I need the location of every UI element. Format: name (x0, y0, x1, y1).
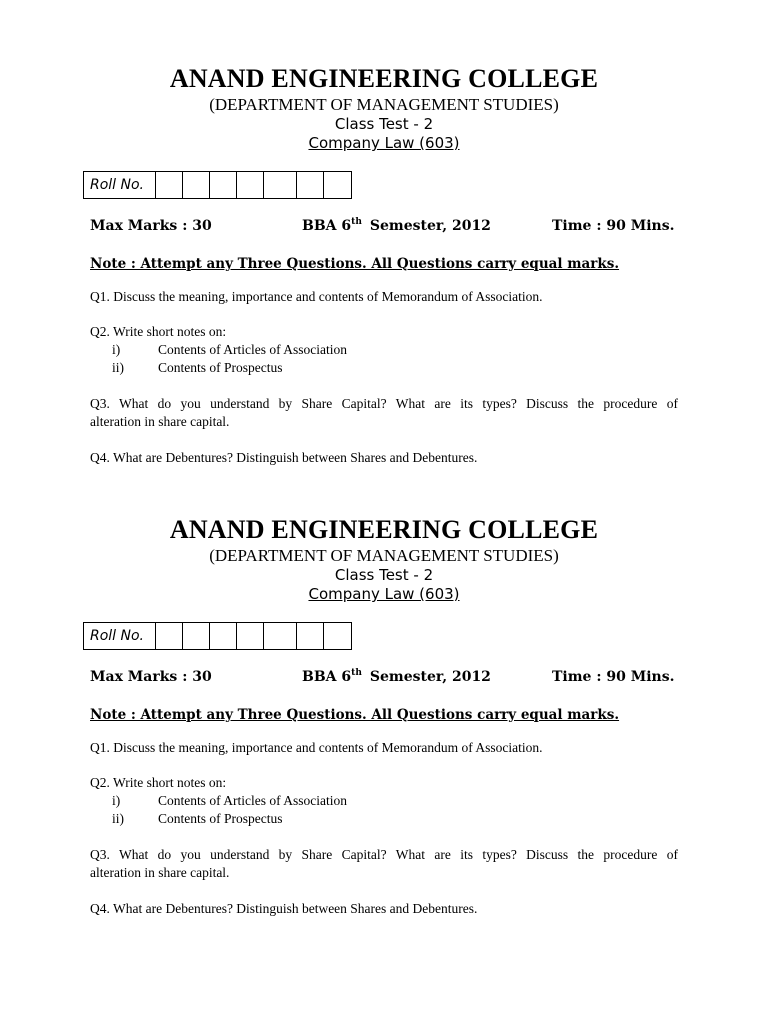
roll-number-box (83, 622, 352, 650)
question-3: Q3. What do you understand by Share Capital? What are its types? Discuss the procedure of alteration in share capital. (90, 847, 678, 880)
subject-title: Company Law (603) (308, 585, 460, 603)
time-allowed: Time : 90 Mins. (552, 669, 675, 685)
roll-number-cell (210, 623, 237, 649)
question-4: Q4. What are Debentures? Distinguish between Shares and Debentures. (90, 901, 478, 916)
roll-number-label: Roll No. (84, 172, 156, 198)
roll-number-cell (156, 172, 183, 198)
question-1: Q1. Discuss the meaning, importance and contents of Memorandum of Association. (90, 289, 543, 304)
test-title: Class Test - 2 (334, 115, 434, 133)
question-paper-copy-1: ANAND ENGINEERING COLLEGE (DEPARTMENT OF MANAGEMENT STUDIES) Class Test - 2 Company Law (603) Roll No. Max Marks : 30 BBA 6th Semester, 2012 Time : 90 Mins. Note : Attempt any Three Questions. All Questions carry equal marks. Q1. Discuss the meaning, importance and contents of Memorandum of Association. Q2. Write short notes on: i) Contents of Articles of Association ii) Contents of Prospectus Q3. What do you understand by Share Capital? What are its types? Discuss the procedure of alteration in share capital. Q4. What are Debentures? Distinguish between Shares and Debentures. (0, 0, 768, 451)
semester-info: BBA 6th Semester, 2012 (302, 217, 491, 234)
roll-number-cell (183, 172, 210, 198)
roll-number-cell (237, 623, 264, 649)
instructions-note: Note : Attempt any Three Questions. All Questions carry equal marks. (90, 256, 620, 272)
college-name: ANAND ENGINEERING COLLEGE (169, 515, 599, 544)
roll-number-cell (264, 172, 297, 198)
max-marks: Max Marks : 30 (90, 218, 212, 234)
question-2: Q2. Write short notes on: (90, 324, 227, 339)
semester-info: BBA 6th Semester, 2012 (302, 668, 491, 685)
college-name: ANAND ENGINEERING COLLEGE (169, 64, 599, 93)
roll-number-cell (210, 172, 237, 198)
roll-number-cell (264, 623, 297, 649)
roll-number-cell (297, 172, 324, 198)
roll-number-label: Roll No. (84, 623, 156, 649)
question-4: Q4. What are Debentures? Distinguish between Shares and Debentures. (90, 450, 478, 465)
department-name: (DEPARTMENT OF MANAGEMENT STUDIES) (209, 546, 559, 565)
question-2: Q2. Write short notes on: (90, 775, 227, 790)
roll-number-cell (237, 172, 264, 198)
roll-number-cell (156, 623, 183, 649)
roll-number-box (83, 171, 352, 199)
test-title: Class Test - 2 (334, 566, 434, 584)
question-1: Q1. Discuss the meaning, importance and contents of Memorandum of Association. (90, 740, 543, 755)
max-marks: Max Marks : 30 (90, 669, 212, 685)
roll-number-cell (183, 623, 210, 649)
question-3: Q3. What do you understand by Share Capital? What are its types? Discuss the procedure of alteration in share capital. (90, 396, 678, 429)
subject-title: Company Law (603) (308, 134, 460, 152)
department-name: (DEPARTMENT OF MANAGEMENT STUDIES) (209, 95, 559, 114)
roll-number-cell (297, 623, 324, 649)
instructions-note: Note : Attempt any Three Questions. All Questions carry equal marks. (90, 707, 620, 723)
time-allowed: Time : 90 Mins. (552, 218, 675, 234)
roll-number-cell (324, 623, 351, 649)
question-paper-copy-2: ANAND ENGINEERING COLLEGE (DEPARTMENT OF MANAGEMENT STUDIES) Class Test - 2 Company Law (603) Roll No. Max Marks : 30 BBA 6th Semester, 2012 Time : 90 Mins. Note : Attempt any Three Questions. All Questions carry equal marks. Q1. Discuss the meaning, importance and contents of Memorandum of Association. Q2. Write short notes on: i) Contents of Articles of Association ii) Contents of Prospectus Q3. What do you understand by Share Capital? What are its types? Discuss the procedure of alteration in share capital. Q4. What are Debentures? Distinguish between Shares and Debentures. (0, 451, 768, 902)
roll-number-cell (324, 172, 351, 198)
